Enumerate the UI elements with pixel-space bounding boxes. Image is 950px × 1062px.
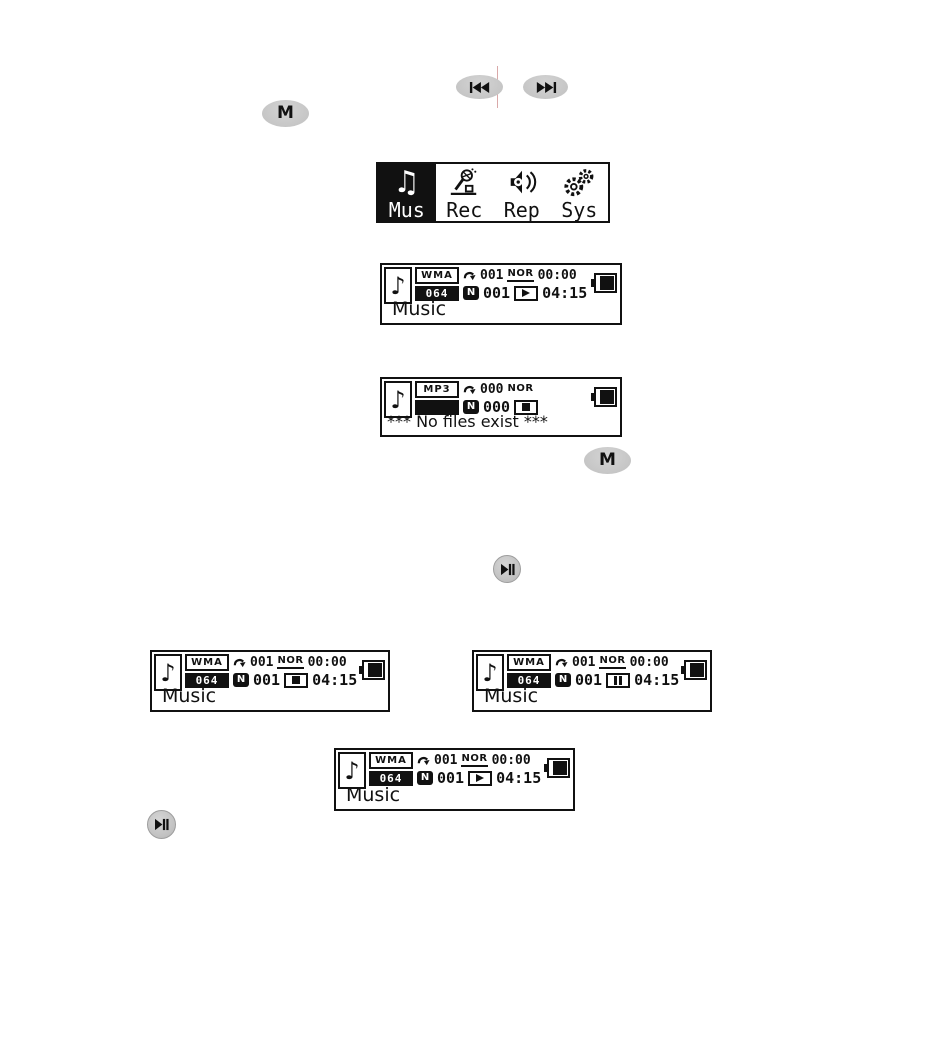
play-state-box	[514, 286, 538, 301]
track-number: 001	[250, 654, 274, 670]
lcd-screen-no-files	[380, 377, 622, 437]
music-note-icon: ♪	[338, 752, 366, 789]
bitrate-badge: 064	[415, 286, 459, 301]
battery-icon	[359, 660, 385, 680]
track-folder-icon	[417, 754, 430, 767]
battery-icon	[681, 660, 707, 680]
track-number: 000	[480, 381, 504, 397]
file-number: 001	[483, 283, 511, 302]
lcd-screen-music-paused	[472, 650, 712, 712]
music-notes-icon: ♫	[393, 165, 421, 200]
lcd-screen-music-playing	[380, 263, 622, 325]
eq-mode: NOR	[277, 656, 303, 669]
prev-track-icon	[469, 81, 491, 94]
menu-button-label: M	[277, 103, 294, 123]
file-number: 001	[253, 670, 281, 689]
codec-badge: WMA	[185, 654, 229, 671]
screen-caption: Music	[392, 298, 447, 321]
music-note-icon: ♪	[476, 654, 504, 691]
play-state-box	[468, 771, 492, 786]
microphone-icon	[447, 167, 481, 199]
menu-button-label: M	[599, 450, 616, 470]
menu-item-repeat[interactable]	[493, 164, 551, 221]
music-note-icon: ♪	[384, 267, 412, 304]
music-note-icon: ♪	[384, 381, 412, 418]
battery-icon	[591, 273, 617, 293]
gears-icon	[562, 167, 596, 199]
stop-icon	[522, 403, 530, 411]
codec-badge: MP3	[415, 381, 459, 398]
playlist-badge: N	[463, 400, 479, 414]
next-track-icon	[535, 81, 557, 94]
speaker-icon	[505, 167, 539, 199]
elapsed-time: 00:00	[307, 654, 347, 670]
bitrate-badge: 064	[185, 673, 229, 688]
battery-icon	[591, 387, 617, 407]
track-folder-icon	[463, 383, 476, 396]
codec-badge: WMA	[415, 267, 459, 284]
battery-icon	[544, 758, 570, 778]
play-icon	[522, 289, 530, 297]
track-number: 001	[572, 654, 596, 670]
pause-icon	[614, 676, 622, 685]
bitrate-badge: 064	[369, 771, 413, 786]
playlist-badge: N	[233, 673, 249, 687]
total-time: 04:15	[542, 283, 588, 302]
eq-mode: NOR	[507, 269, 533, 282]
play-pause-button-middle[interactable]	[493, 555, 521, 583]
menu-item-music[interactable]	[378, 164, 436, 221]
playlist-badge: N	[417, 771, 433, 785]
total-time: 04:15	[312, 670, 358, 689]
track-folder-icon	[555, 656, 568, 669]
music-note-icon: ♪	[154, 654, 182, 691]
elapsed-time: 00:00	[537, 267, 577, 283]
menu-item-label: Rec	[446, 198, 483, 222]
eq-mode: NOR	[461, 754, 487, 767]
total-time: 04:15	[496, 768, 542, 787]
screen-caption: Music	[484, 685, 539, 708]
screen-caption: Music	[346, 784, 401, 807]
next-track-button[interactable]	[523, 75, 568, 99]
play-pause-button-bottom[interactable]	[147, 810, 176, 839]
total-time: 04:15	[634, 670, 680, 689]
file-number: 000	[483, 397, 511, 416]
play-pause-icon	[500, 563, 515, 576]
lcd-screen-music-stopped	[150, 650, 390, 712]
menu-button-upper[interactable]	[262, 100, 309, 127]
track-number: 001	[434, 752, 458, 768]
elapsed-time: 00:00	[491, 752, 531, 768]
screen-caption: *** No files exist ***	[387, 411, 548, 431]
play-icon	[476, 774, 484, 782]
lcd-menu-screen	[376, 162, 610, 223]
prev-track-button[interactable]	[456, 75, 503, 99]
play-state-box	[606, 673, 630, 688]
codec-badge: WMA	[369, 752, 413, 769]
lcd-screen-music-playing-2	[334, 748, 575, 811]
track-folder-icon	[233, 656, 246, 669]
playlist-badge: N	[463, 286, 479, 300]
file-number: 001	[575, 670, 603, 689]
menu-item-system[interactable]	[551, 164, 609, 221]
eq-mode: NOR	[599, 656, 625, 669]
play-state-box	[284, 673, 308, 688]
screen-caption: Music	[162, 685, 217, 708]
menu-item-label: Mus	[388, 198, 425, 222]
play-pause-icon	[154, 818, 169, 831]
menu-button-lower[interactable]	[584, 447, 631, 474]
playlist-badge: N	[555, 673, 571, 687]
track-number: 001	[480, 267, 504, 283]
elapsed-time: 00:00	[629, 654, 669, 670]
menu-item-record[interactable]	[436, 164, 494, 221]
menu-item-label: Rep	[503, 198, 540, 222]
track-folder-icon	[463, 269, 476, 282]
eq-mode: NOR	[507, 382, 534, 394]
file-number: 001	[437, 768, 465, 787]
stop-icon	[292, 676, 300, 684]
bitrate-badge: 064	[507, 673, 551, 688]
menu-item-label: Sys	[561, 198, 598, 222]
codec-badge: WMA	[507, 654, 551, 671]
